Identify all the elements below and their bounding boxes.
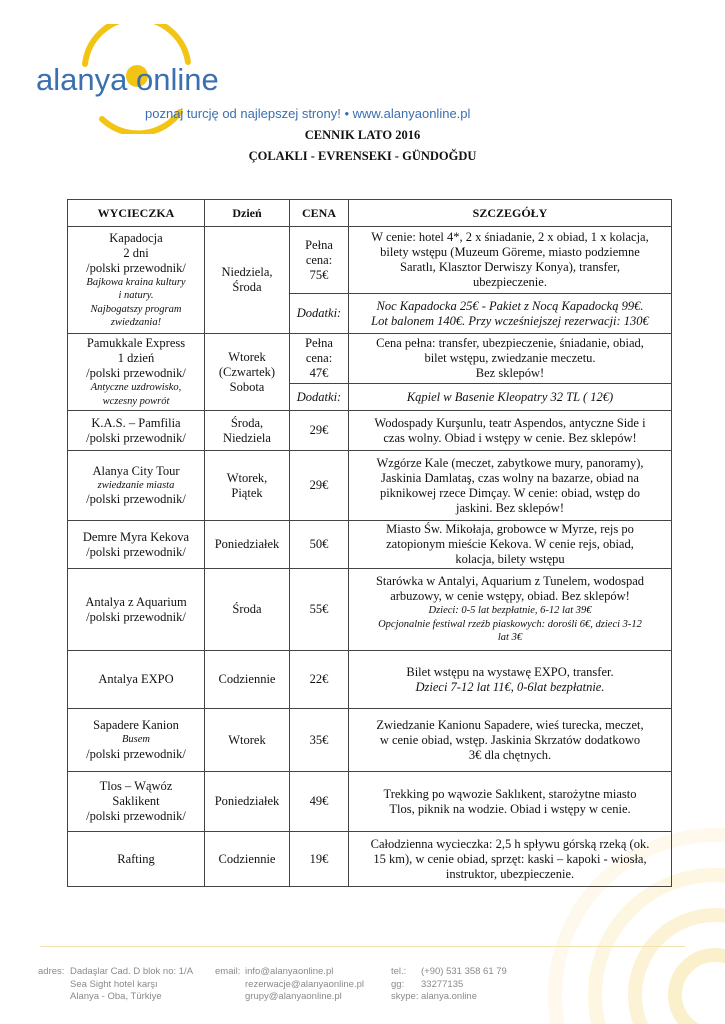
day-text: Środa, <box>230 415 264 430</box>
extras-label: Dodatki: <box>290 384 349 411</box>
tour-name: Alanya City Tour <box>92 463 180 478</box>
tour-note: Najbogatszy program <box>90 303 182 315</box>
details-line: Cena pełna: transfer, ubezpieczenie, śniadanie, obiad, <box>376 336 644 350</box>
details-cell <box>349 651 672 709</box>
tour-cell: Rafting <box>68 832 205 887</box>
details-line: arbuzowy, w cenie wstępy, obiad. Bez sklepów! <box>390 589 630 604</box>
day-cell: Codziennie <box>205 832 290 887</box>
tour-name: Kapadocja <box>109 230 163 245</box>
tour-cell: Antalya EXPO <box>68 651 205 709</box>
details-cell <box>349 411 672 451</box>
tour-name: Pamukkale Express <box>86 336 186 350</box>
details-line: Miasto Św. Mikołaja, grobowce w Myrze, rejs po <box>386 522 634 536</box>
tour-name: Sapadere Kanion <box>93 718 179 733</box>
price-label: cena: <box>305 252 333 267</box>
details-cell <box>349 521 672 569</box>
logo-tagline: poznaj turcję od najlepszej strony! • www.alanyaonline.pl <box>145 106 471 121</box>
price-cell: 50€ <box>290 521 349 569</box>
tour-cell <box>68 569 205 651</box>
tour-guide: /polski przewodnik/ <box>86 492 186 507</box>
table-row <box>68 411 672 451</box>
price-cell: 22€ <box>290 651 349 709</box>
details-cell <box>349 772 672 832</box>
table-row <box>68 569 672 651</box>
address-line: Sea Sight hotel karşı <box>70 978 158 990</box>
gg-value[interactable]: 33277135 <box>421 978 464 990</box>
day-cell: Wtorek <box>205 709 290 772</box>
contact-values <box>421 966 507 1004</box>
tour-cell <box>68 772 205 832</box>
day-cell: Codziennie <box>205 651 290 709</box>
tour-duration: 2 dni <box>123 245 149 260</box>
details-line: w cenie obiad, wstęp. Jaskinia Skrzatów dodatkowo <box>379 732 641 747</box>
email-link[interactable]: grupy@alanyaonline.pl <box>245 991 342 1002</box>
details-note: Opcjonalnie festiwal rzeźb piaskowych: dorośli 6€, dzieci 3-12 <box>378 618 642 630</box>
email-link[interactable]: info@alanyaonline.pl <box>245 966 334 977</box>
tour-guide: /polski przewodnik/ <box>86 366 186 380</box>
tour-cell <box>68 227 205 334</box>
logo-wordmark: alanya online <box>36 62 219 97</box>
tel-label: tel.: <box>391 966 407 977</box>
details-cell <box>349 334 672 384</box>
details-line: Całodzienna wycieczka: 2,5 h spływu górską rzeką (ok. <box>370 836 650 851</box>
tour-guide: /polski przewodnik/ <box>86 609 186 624</box>
page-title: CENNIK LATO 2016 <box>304 128 421 142</box>
details-line: 15 km), w cenie obiad, sprzęt: kaski – kapoki - wiosła, <box>373 851 647 866</box>
table-row <box>68 334 672 384</box>
details-cell <box>349 451 672 521</box>
details-line: Saratlı, Klasztor Derwiszy Konya), transfer, <box>400 260 620 274</box>
price-cell: 35€ <box>290 709 349 772</box>
footer <box>38 966 698 1016</box>
extras-line: Kąpiel w Basenie Kleopatry 32 TL ( 12€) <box>406 389 614 404</box>
details-cell <box>349 569 672 651</box>
day-text: Sobota <box>229 379 265 394</box>
details-line: Starówka w Antalyi, Aquarium z Tunelem, wodospad <box>375 574 645 589</box>
header-details: SZCZEGÓŁY <box>349 200 672 227</box>
tour-cell <box>68 334 205 411</box>
tour-note: wczesny powrót <box>102 395 170 407</box>
table-row <box>68 651 672 709</box>
day-cell <box>205 334 290 411</box>
skype-value[interactable]: alanya.online <box>421 991 477 1002</box>
details-cell <box>349 227 672 294</box>
extras-cell <box>349 294 672 334</box>
price-table <box>67 199 672 887</box>
table-row <box>68 521 672 569</box>
day-text: Niedziela, <box>221 265 273 279</box>
tour-duration: 1 dzień <box>117 351 155 365</box>
header-day: Dzień <box>205 200 290 227</box>
details-cell <box>349 709 672 772</box>
day-cell <box>205 451 290 521</box>
details-line: ubezpieczenie. <box>473 275 547 289</box>
details-line: zatopionym mieście Kekova. W cenie rejs, obiad, <box>386 537 634 551</box>
address-line: Alanya - Oba, Türkiye <box>70 991 162 1002</box>
tour-name: Tlos – Wąwóz <box>99 779 173 793</box>
tel-value[interactable]: (+90) 531 358 61 79 <box>421 966 507 977</box>
price-value: 47€ <box>309 366 329 380</box>
address-label: adres: <box>38 966 65 977</box>
details-note: lat 3€ <box>497 632 523 644</box>
details-line: Jaskinia Damlataş, czas wolny na bazarze, obiad na <box>381 470 639 485</box>
tour-guide: /polski przewodnik/ <box>86 809 186 823</box>
table-row <box>68 451 672 521</box>
price-value: 75€ <box>309 267 329 282</box>
details-cell <box>349 832 672 887</box>
extras-line: Noc Kapadocka 25€ - Pakiet z Nocą Kapadocką 99€. <box>376 298 644 313</box>
tour-guide: /polski przewodnik/ <box>86 260 186 275</box>
gg-label: gg: <box>391 978 405 990</box>
extras-label: Dodatki: <box>290 294 349 334</box>
details-line: Zwiedzanie Kanionu Sapadere, wieś turecka, meczet, <box>376 717 644 732</box>
tour-note: zwiedzania! <box>110 317 162 328</box>
tour-name: Demre Myra Kekova <box>82 529 190 544</box>
details-line: 3€ dla chętnych. <box>468 747 552 762</box>
tour-note: i natury. <box>118 290 154 301</box>
header-tour: WYCIECZKA <box>68 200 205 227</box>
contact-labels <box>391 966 418 1004</box>
day-cell <box>205 227 290 334</box>
header-price: CENA <box>290 200 349 227</box>
email-link[interactable]: rezerwacje@alanyaonline.pl <box>245 978 364 990</box>
price-label: Pełna <box>305 237 333 252</box>
details-line: bilety wstępu (Muzeum Göreme, miasto podziemne <box>380 245 640 259</box>
tour-name: Antalya z Aquarium <box>85 594 187 609</box>
details-line: kolacja, bilety wstępu <box>455 552 565 566</box>
tour-name: K.A.S. – Pamfilia <box>91 415 181 430</box>
address-block <box>70 966 193 1004</box>
table-row <box>68 832 672 887</box>
day-text: Niedziela <box>223 430 271 445</box>
price-label: cena: <box>305 351 333 365</box>
details-line: czas wolny. Obiad i wstępy w cenie. Bez sklepów! <box>383 430 637 445</box>
email-block <box>245 966 364 1004</box>
day-cell <box>205 411 290 451</box>
details-line: Wodospady Kurşunlu, teatr Aspendos, antyczne Side i <box>374 415 646 430</box>
email-label: email: <box>215 966 241 977</box>
extras-line: Lot balonem 140€. Przy wcześniejszej rezerwacji: 130€ <box>371 313 649 328</box>
details-note: Dzieci: 0-5 lat bezpłatnie, 6-12 lat 39€ <box>428 605 592 617</box>
tour-cell <box>68 521 205 569</box>
day-text: Środa <box>232 280 262 294</box>
brand-logo[interactable] <box>30 24 490 134</box>
day-text: Wtorek, <box>226 470 268 485</box>
tour-note: Busem <box>122 734 150 746</box>
tour-guide: /polski przewodnik/ <box>86 746 186 761</box>
details-line: Trekking po wąwozie Saklıkent, starożytne miasto <box>383 786 637 801</box>
day-text: Piątek <box>231 485 263 500</box>
details-line: W cenie: hotel 4*, 2 x śniadanie, 2 x obiad, 1 x kolacja, <box>371 230 649 244</box>
details-line: Bez sklepów! <box>475 366 545 380</box>
tour-note: Antyczne uzdrowisko, <box>90 382 182 393</box>
details-line: bilet wstępu, zwiedzanie meczetu. <box>424 351 596 365</box>
price-cell: 29€ <box>290 451 349 521</box>
table-row <box>68 227 672 294</box>
price-cell: 55€ <box>290 569 349 651</box>
day-text: Wtorek <box>228 349 266 364</box>
tour-name: Saklikent <box>112 794 160 808</box>
details-line: jaskini. Bez sklepów! <box>456 500 564 515</box>
table-header-row <box>68 200 672 227</box>
tour-cell <box>68 411 205 451</box>
skype-label: skype: <box>391 991 419 1002</box>
day-text: (Czwartek) <box>218 364 276 379</box>
tour-note: Bajkowa kraina kultury <box>86 276 186 288</box>
details-line: piknikowej rzece Dimçay. W cenie: obiad, wstęp do <box>379 485 641 500</box>
price-cell: 29€ <box>290 411 349 451</box>
day-cell: Środa <box>205 569 290 651</box>
price-cell: 19€ <box>290 832 349 887</box>
day-cell: Poniedziałek <box>205 772 290 832</box>
details-line: Dzieci 7-12 lat 11€, 0-6lat bezpłatnie. <box>415 679 605 694</box>
price-cell <box>290 227 349 294</box>
tour-guide: /polski przewodnik/ <box>86 430 186 445</box>
footer-divider <box>40 946 685 947</box>
address-line: Dadaşlar Cad. D blok no: 1/A <box>70 966 194 977</box>
table-row <box>68 772 672 832</box>
tour-cell <box>68 451 205 521</box>
details-line: instruktor, ubezpieczenie. <box>445 866 575 881</box>
details-line: Bilet wstępu na wystawę EXPO, transfer. <box>406 664 614 679</box>
table-row <box>68 709 672 772</box>
price-label: Pełna <box>305 336 333 350</box>
page-subtitle: ÇOLAKLI - EVRENSEKI - GÜNDOĞDU <box>248 149 477 163</box>
details-line: Tlos, piknik na wodzie. Obiad i wstępy w cenie. <box>389 801 631 816</box>
tour-guide: /polski przewodnik/ <box>86 544 186 559</box>
details-line: Wzgórze Kale (meczet, zabytkowe mury, panoramy), <box>376 455 644 470</box>
extras-cell <box>349 384 672 411</box>
tour-cell <box>68 709 205 772</box>
tour-note: zwiedzanie miasta <box>97 479 175 491</box>
price-cell: 49€ <box>290 772 349 832</box>
price-cell <box>290 334 349 384</box>
day-cell: Poniedziałek <box>205 521 290 569</box>
